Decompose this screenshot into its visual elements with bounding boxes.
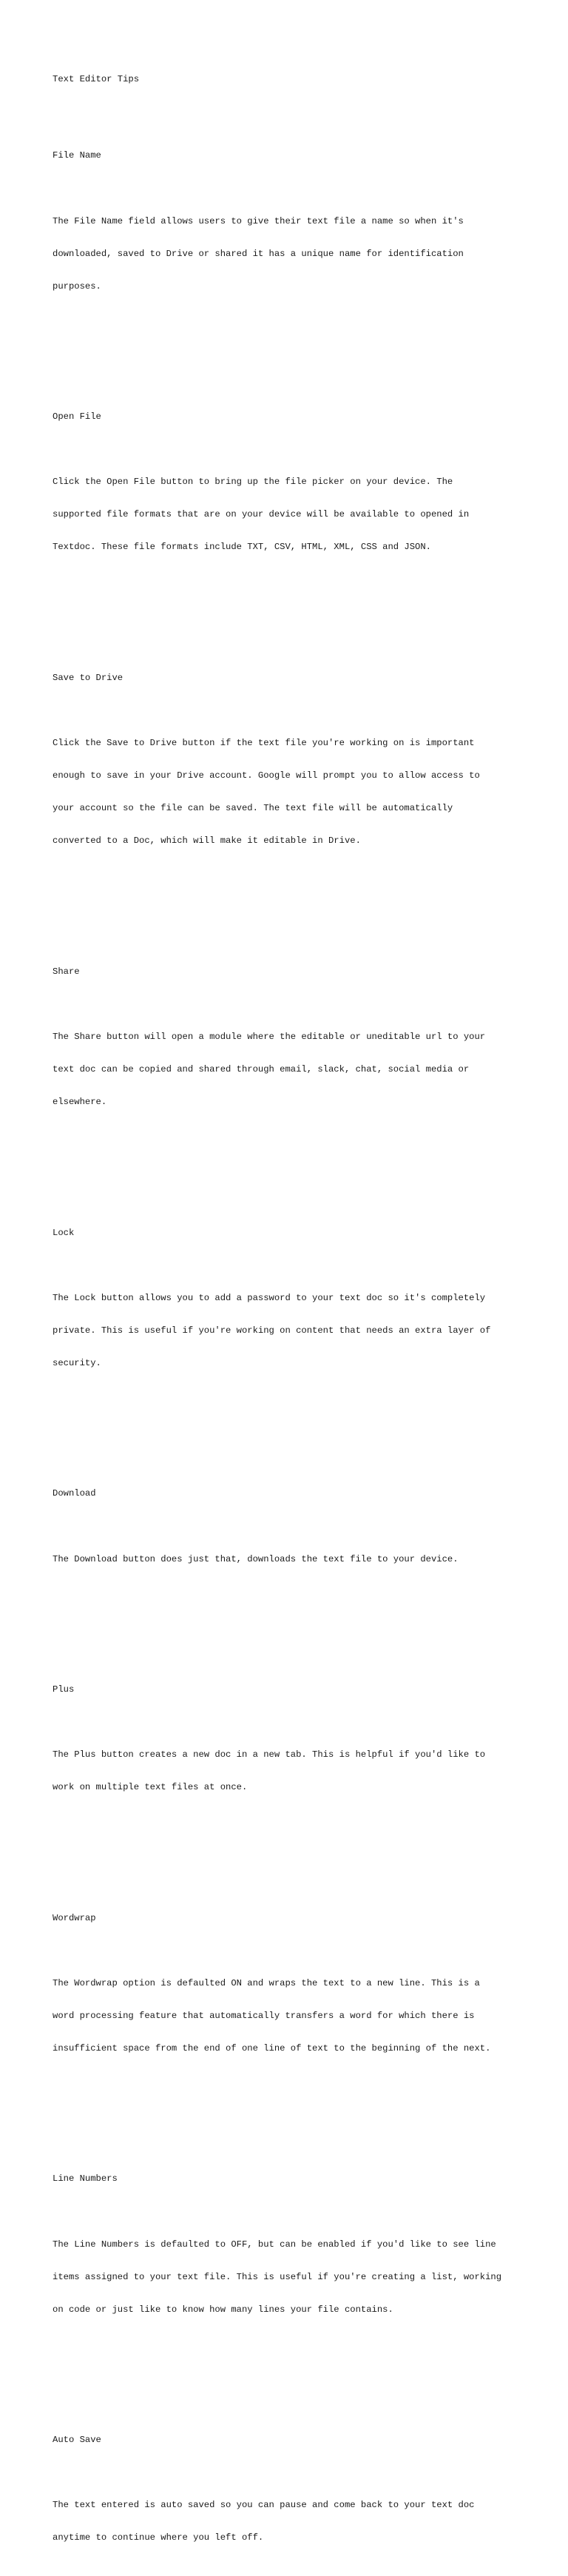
paragraph-line: The Plus button creates a new doc in a new tab. This is helpful if you'd like to — [53, 1749, 486, 1761]
section-heading: Share — [53, 966, 80, 977]
paragraph-line: The Share button will open a module where the editable or uneditable url to your — [53, 1031, 486, 1042]
section-wordwrap — [53, 1891, 541, 2108]
paragraph-line: security. — [53, 1357, 101, 1368]
paragraph-line: The Wordwrap option is defaulted ON and wraps the text to a new line. This is a — [53, 1977, 480, 1988]
paragraph-line: The text entered is auto saved so you can pause and come back to your text doc — [53, 2500, 475, 2511]
paragraph-line: anytime to continue where you left off. — [53, 2532, 264, 2543]
section-save-to-drive — [53, 650, 541, 901]
section-heading: Lock — [53, 1227, 75, 1238]
paragraph-line: purposes. — [53, 280, 101, 292]
section-heading: Line Numbers — [53, 2173, 118, 2185]
paragraph-line: Click the Save to Drive button if the text file you're working on is important — [53, 738, 475, 749]
section-file-name — [53, 129, 541, 346]
paragraph-line: Textdoc. These file formats include TXT, CSV, HTML, XML, CSS and JSON. — [53, 542, 431, 553]
section-heading: Save to Drive — [53, 672, 124, 683]
section-download — [53, 1467, 541, 1619]
paragraph-line: private. This is useful if you're working on content that needs an extra layer of — [53, 1325, 491, 1336]
section-heading: Plus — [53, 1684, 75, 1695]
paragraph-line: elsewhere. — [53, 1097, 107, 1108]
document-page — [53, 53, 541, 2576]
section-heading: Auto Save — [53, 2435, 101, 2446]
section-plus — [53, 1663, 541, 1848]
document-title: Text Editor Tips — [53, 74, 140, 85]
paragraph-line: The Lock button allows you to add a password to your text doc so it's completely — [53, 1292, 486, 1303]
paragraph-line: The Line Numbers is defaulted to OFF, but can be enabled if you'd like to see line — [53, 2239, 496, 2250]
paragraph-line: downloaded, saved to Drive or shared it has a unique name for identification — [53, 248, 464, 259]
section-heading: Download — [53, 1488, 96, 1499]
section-open-file — [53, 390, 541, 608]
section-share — [53, 944, 541, 1162]
paragraph-line: The Download button does just that, downloads the text file to your device. — [53, 1553, 459, 1564]
paragraph-line: Click the Open File button to bring up the file picker on your device. The — [53, 477, 453, 488]
paragraph-line: on code or just like to know how many lines your file contains. — [53, 2304, 393, 2315]
section-line-numbers — [53, 2152, 541, 2370]
paragraph-line: your account so the file can be saved. The text file will be automatically — [53, 803, 453, 814]
section-auto-save — [53, 2413, 541, 2566]
paragraph-line: converted to a Doc, which will make it editable in Drive. — [53, 835, 361, 847]
paragraph-line: items assigned to your text file. This is useful if you're creating a list, working — [53, 2271, 502, 2282]
paragraph-line: text doc can be copied and shared through email, slack, chat, social media or — [53, 1064, 470, 1075]
section-heading: Open File — [53, 411, 101, 423]
paragraph-line: work on multiple text files at once. — [53, 1782, 248, 1793]
paragraph-line: enough to save in your Drive account. Google will prompt you to allow access to — [53, 770, 480, 781]
section-heading: File Name — [53, 150, 101, 161]
paragraph-line: word processing feature that automatically transfers a word for which there is — [53, 2010, 475, 2021]
paragraph-line: supported file formats that are on your device will be available to opened in — [53, 509, 470, 520]
paragraph-line: The File Name field allows users to give their text file a name so when it's — [53, 215, 464, 226]
section-lock — [53, 1205, 541, 1423]
section-heading: Wordwrap — [53, 1912, 96, 1923]
paragraph-line: insufficient space from the end of one line of text to the beginning of the next. — [53, 2042, 491, 2054]
